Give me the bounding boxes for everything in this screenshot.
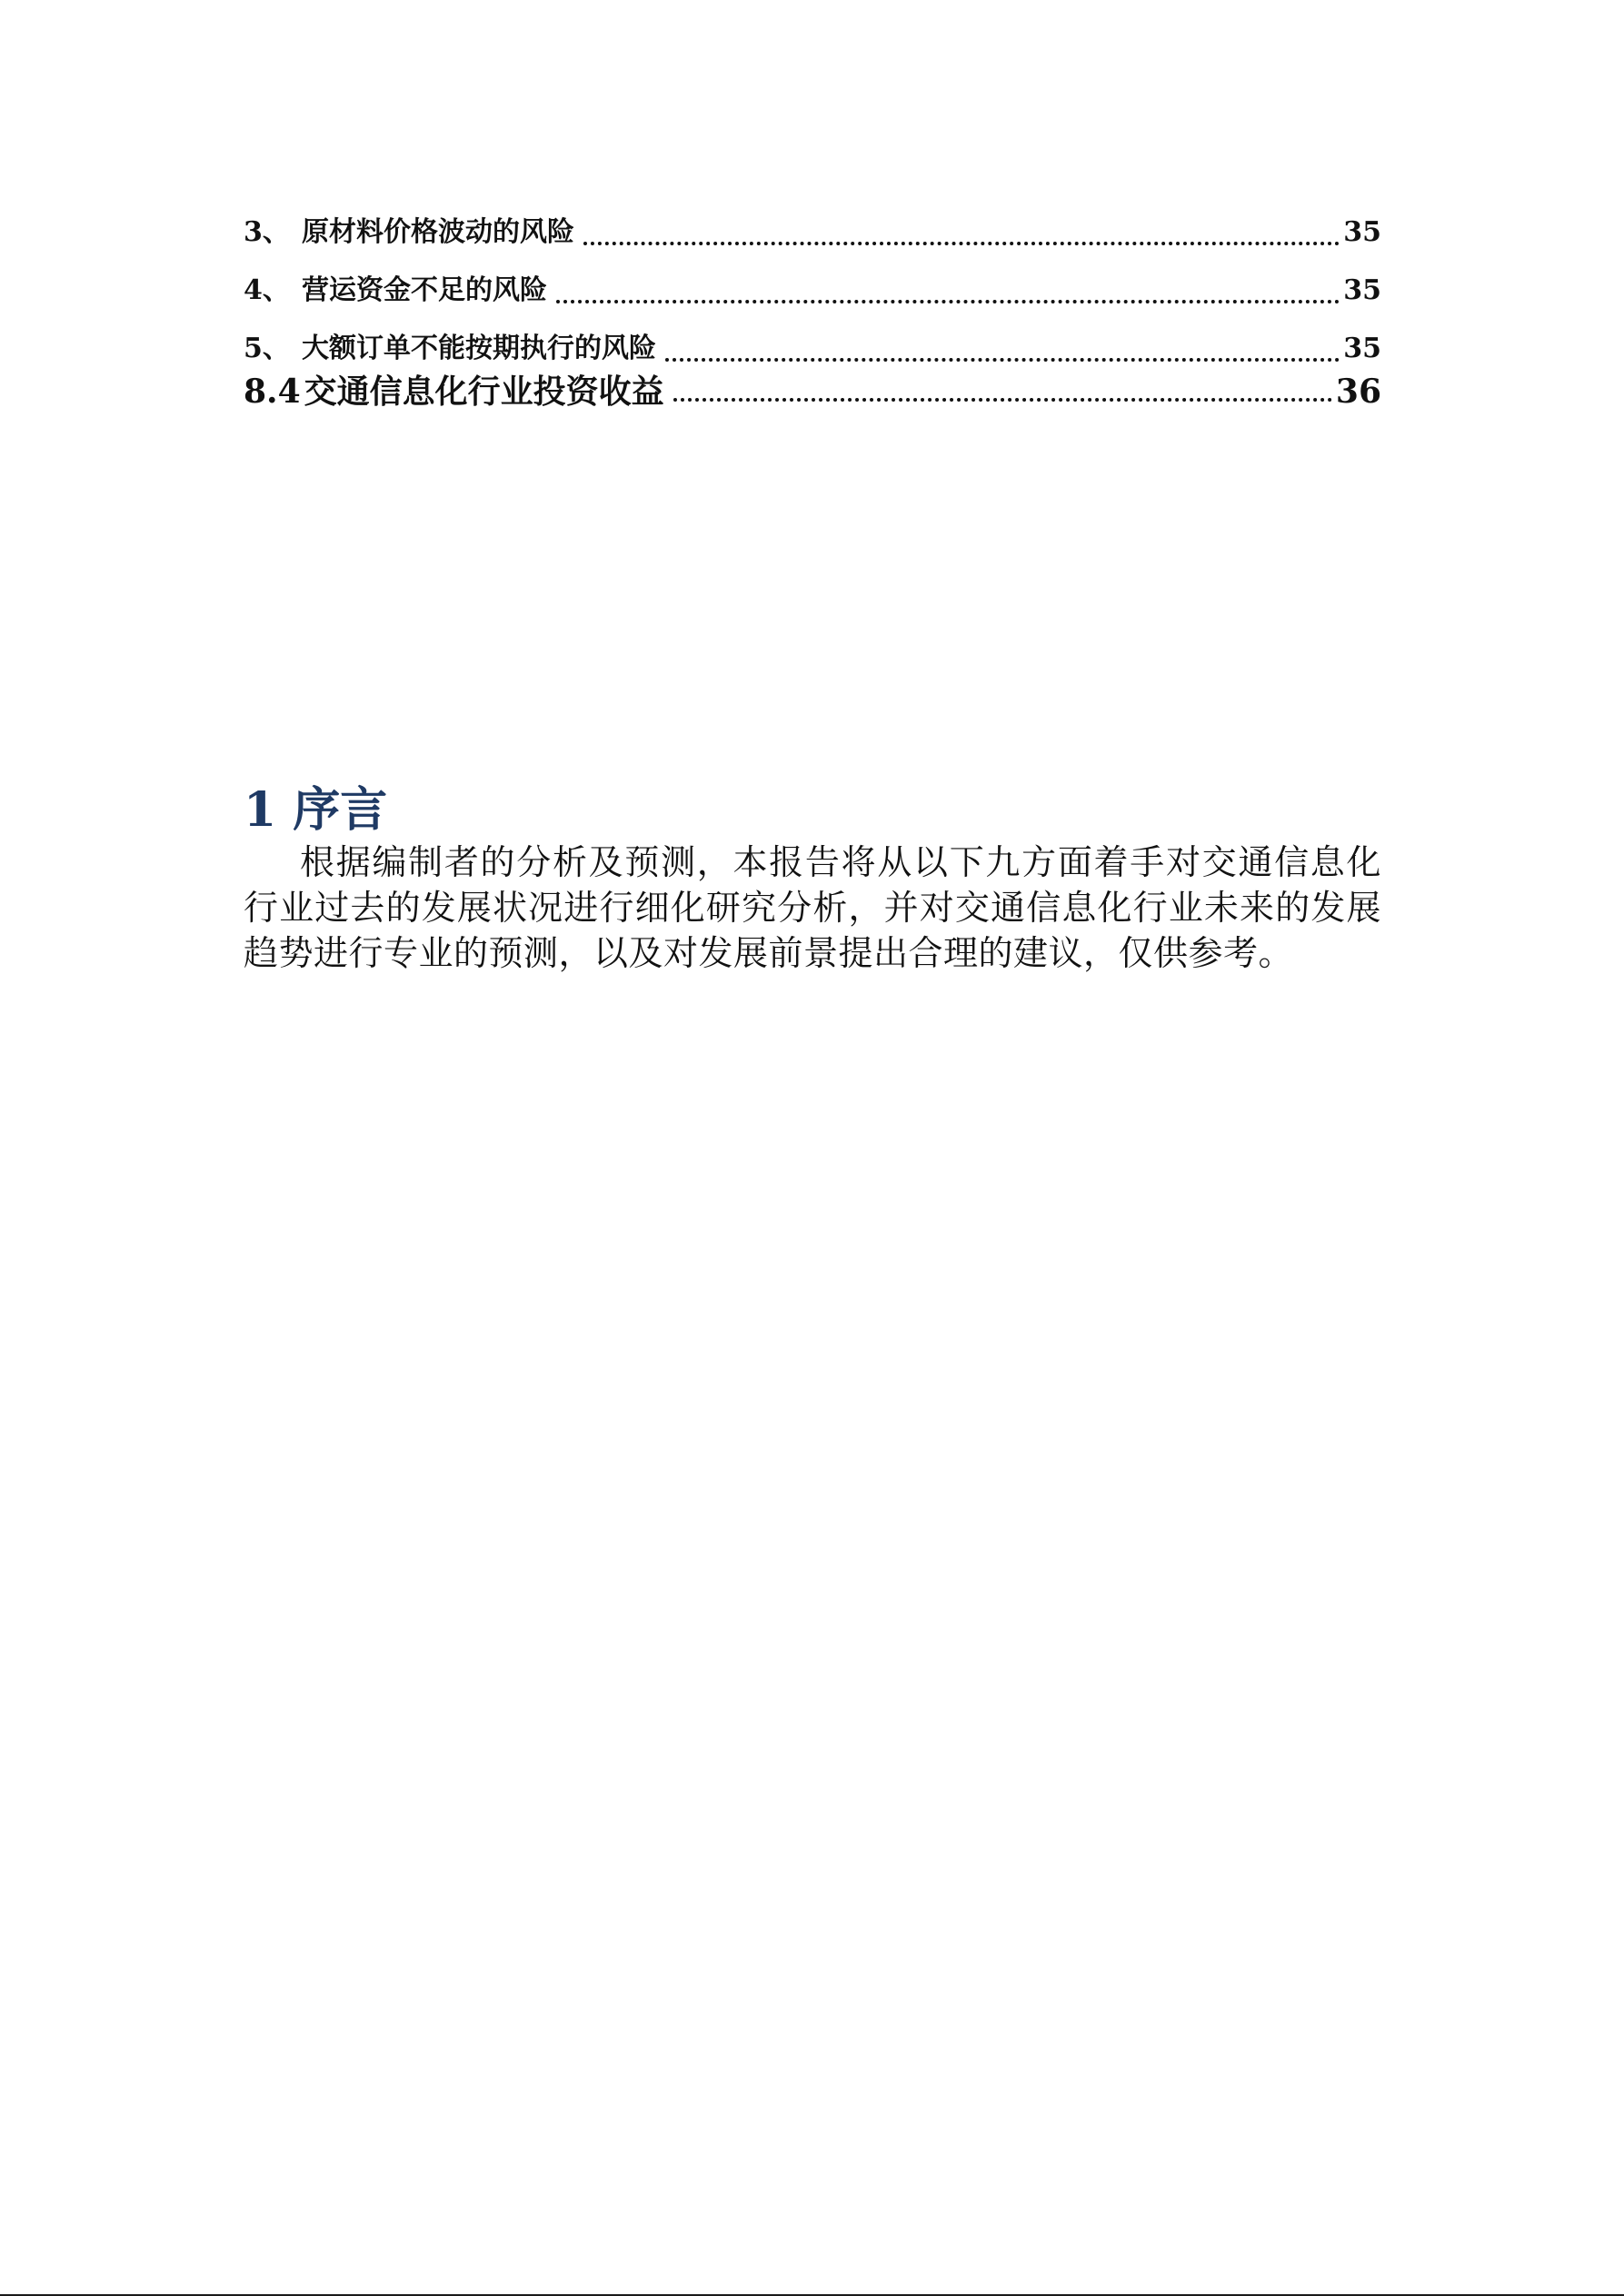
toc-section-page: 36 (1335, 373, 1381, 411)
toc-entry-raw-material-risk[interactable] (244, 207, 1381, 265)
toc-entry-title: 原材料价格波动的风险 (302, 216, 574, 248)
table-of-contents (244, 207, 1381, 412)
toc-entry-page: 35 (1343, 274, 1381, 306)
toc-entry-page: 35 (1343, 333, 1381, 364)
toc-entry-number: 5、 (244, 333, 290, 364)
toc-section-investment-return[interactable] (244, 371, 1381, 412)
toc-entry-page: 35 (1343, 216, 1381, 248)
toc-section-number: 8.4 (244, 373, 301, 411)
toc-entry-number: 3、 (244, 216, 290, 248)
preface-heading: 1 序言 (244, 782, 388, 838)
toc-entry-working-capital-risk[interactable] (244, 265, 1381, 323)
toc-entry-title: 大额订单不能按期执行的风险 (302, 333, 656, 364)
toc-section-title: 交通信息化行业投资收益 (304, 373, 664, 411)
preface-paragraph: 根据编制者的分析及预测，本报告将从以下九方面着手对交通信息化行业过去的发展状况进行细化研究分析，并对交通信息化行业未来的发展趋势进行专业的预测，以及对发展前景提出合理的建议，仅供参考。 (244, 842, 1381, 973)
toc-leader-dots (673, 371, 1336, 412)
toc-leader-dots (556, 265, 1343, 323)
toc-leader-dots (583, 207, 1343, 265)
toc-entry-title: 营运资金不足的风险 (302, 274, 547, 306)
toc-entry-number: 4、 (244, 274, 290, 306)
